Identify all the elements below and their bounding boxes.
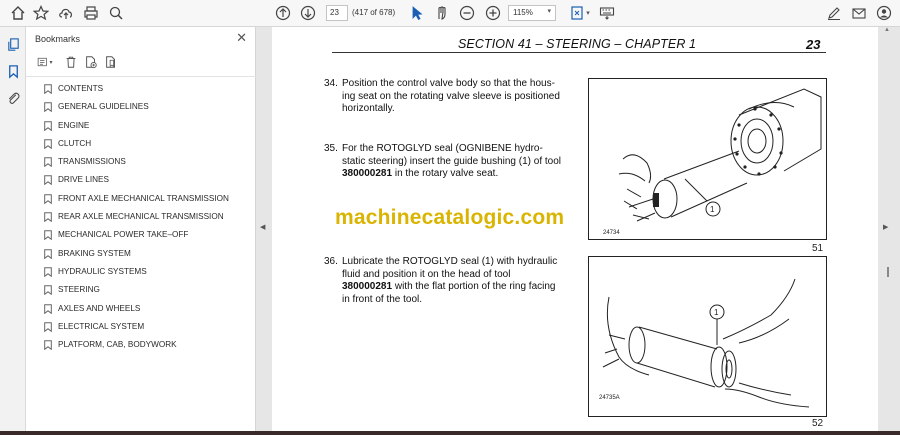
keyboard-icon[interactable] [598, 4, 616, 22]
bookmark-item[interactable] [26, 300, 256, 318]
bookmark-item[interactable] [26, 153, 256, 171]
tool-part-number: 380000281 [342, 281, 393, 292]
step-text-line: static steering) insert the guide bushing (1) of tool [342, 155, 562, 167]
figure-51-illustration [588, 78, 827, 240]
account-icon[interactable] [875, 4, 893, 22]
bookmark-label: HYDRAULIC SYSTEMS [58, 266, 147, 276]
tool-part-number: 380000281 [342, 168, 393, 179]
zoom-search-icon[interactable] [107, 4, 125, 22]
star-icon[interactable] [32, 4, 50, 22]
step-text-line: Position the control valve body so that the hous- [342, 78, 555, 89]
instruction-step-36 [324, 256, 562, 306]
bookmark-item[interactable] [26, 190, 256, 208]
bookmark-label: GENERAL GUIDELINES [58, 102, 149, 112]
bookmark-label: BRAKING SYSTEM [58, 248, 131, 258]
bookmark-flag-icon [44, 322, 52, 332]
valve-body-drawing [589, 79, 828, 241]
print-icon[interactable] [82, 4, 100, 22]
bookmark-flag-icon [44, 249, 52, 259]
step-text-line: horizontally. [342, 103, 395, 114]
document-viewport [272, 27, 878, 435]
step-number: 35. [324, 143, 338, 154]
bookmark-flag-icon [44, 212, 52, 222]
page-up-icon[interactable] [274, 4, 292, 22]
bottom-edge-bar [0, 431, 900, 435]
section-header: SECTION 41 – STEERING – CHAPTER 1 [458, 37, 697, 51]
bookmark-item[interactable] [26, 281, 256, 299]
figure-number: 52 [812, 418, 824, 429]
bookmark-item[interactable] [26, 135, 256, 153]
page-down-icon[interactable] [299, 4, 317, 22]
bookmark-label: ELECTRICAL SYSTEM [58, 321, 145, 331]
bookmark-label: TRANSMISSIONS [58, 157, 126, 167]
add-bookmark-icon[interactable] [82, 54, 100, 70]
bookmark-item[interactable] [26, 80, 256, 98]
bookmark-item[interactable] [26, 336, 256, 354]
page-thumbnails-icon[interactable] [4, 35, 22, 53]
attachment-paperclip-icon[interactable] [4, 89, 22, 107]
bookmark-flag-icon [44, 304, 52, 314]
bookmarks-panel-title: Bookmarks [35, 34, 81, 44]
sign-pen-icon[interactable] [825, 4, 843, 22]
bookmark-label: CONTENTS [58, 84, 104, 93]
bookmark-item[interactable] [26, 117, 256, 135]
cloud-upload-icon[interactable] [57, 4, 75, 22]
callout-label: 1 [714, 308, 719, 317]
zoom-in-icon[interactable] [484, 4, 502, 22]
bookmark-label: CLUTCH [58, 138, 92, 148]
figure-number: 51 [812, 243, 824, 254]
bookmarks-panel [26, 27, 256, 435]
select-cursor-icon[interactable] [408, 4, 426, 22]
delete-bookmark-icon[interactable] [62, 54, 80, 70]
zoom-level-value: 115% [513, 8, 533, 17]
pdf-page [272, 27, 878, 435]
bookmark-item[interactable] [26, 208, 256, 226]
bookmark-label: ENGINE [58, 120, 90, 130]
scrollbar-thumb[interactable] [887, 267, 889, 277]
chevron-down-icon: ▾ [547, 8, 551, 15]
bookmark-flag-icon [44, 121, 52, 131]
bookmark-item[interactable] [26, 263, 256, 281]
bookmark-flag-icon [44, 84, 52, 94]
bookmark-item[interactable] [26, 318, 256, 336]
figure-code: 24735A [599, 395, 620, 401]
bookmark-label: PLATFORM, CAB, BODYWORK [58, 340, 177, 350]
page-number-input[interactable]: 23 [326, 5, 348, 21]
bookmark-list [26, 80, 256, 354]
bookmark-label: MECHANICAL POWER TAKE–OFF [58, 230, 189, 240]
bookmark-flag-icon [44, 267, 52, 277]
bookmark-label: DRIVE LINES [58, 175, 109, 185]
zoom-out-icon[interactable] [458, 4, 476, 22]
bookmark-label: FRONT AXLE MECHANICAL TRANSMISSION [58, 193, 229, 203]
step-text-line: 380000281 with the flat portion of the ring facing [342, 281, 556, 292]
step-text-line: For the ROTOGLYD seal (OGNIBENE hydro- [342, 143, 543, 154]
step-text-line: fluid and position it on the head of tool [342, 268, 511, 280]
bookmarks-divider [26, 76, 256, 77]
step-text-line: ing seat on the rotating valve sleeve is positioned [342, 90, 560, 102]
fit-dropdown-chevron-icon[interactable]: ▾ [586, 10, 590, 17]
header-rule [332, 52, 826, 53]
seal-tool-drawing [589, 257, 828, 418]
page-count-label: (417 of 678) [352, 8, 396, 17]
bookmark-flag-icon [44, 157, 52, 167]
bookmark-properties-icon[interactable] [102, 54, 120, 70]
step-text-line: Lubricate the ROTOGLYD seal (1) with hydraulic [342, 256, 558, 267]
hand-tool-icon[interactable] [433, 4, 451, 22]
bookmark-flag-icon [44, 230, 52, 240]
bookmark-flag-icon [44, 340, 52, 350]
figure-52-illustration [588, 256, 827, 417]
bookmark-item[interactable] [26, 226, 256, 244]
callout-label: 1 [710, 205, 715, 214]
home-icon[interactable] [9, 4, 27, 22]
step-number: 34. [324, 78, 338, 89]
close-icon[interactable]: ✕ [236, 30, 247, 45]
bookmark-flag-icon [44, 285, 52, 295]
bookmark-flag-icon [44, 102, 52, 112]
bookmark-item[interactable] [26, 98, 256, 116]
zoom-level-dropdown[interactable] [508, 5, 556, 21]
instruction-step-35 [324, 143, 562, 181]
step-text-line: 380000281 in the rotary valve seat. [342, 168, 499, 179]
bookmark-label: REAR AXLE MECHANICAL TRANSMISSION [58, 212, 224, 222]
expand-right-panel-arrow-icon[interactable]: ▶ [883, 224, 889, 231]
left-navigation-strip [0, 27, 26, 435]
bookmark-flag-icon [44, 139, 52, 149]
bookmark-label: AXLES AND WHEELS [58, 303, 141, 313]
bookmark-item[interactable] [26, 245, 256, 263]
bookmark-item[interactable] [26, 171, 256, 189]
collapse-panel-arrow-icon[interactable]: ◀ [260, 224, 266, 231]
bookmark-panel-icon[interactable] [4, 62, 22, 80]
bookmark-options-dropdown[interactable]: ▾ [34, 54, 56, 70]
bookmark-label: STEERING [58, 285, 100, 295]
main-toolbar [0, 0, 900, 27]
mail-icon[interactable] [850, 4, 868, 22]
step-text-line: in front of the tool. [342, 293, 423, 305]
bookmark-flag-icon [44, 194, 52, 204]
page-number: 23 [806, 37, 821, 52]
vertical-scrollbar[interactable] [878, 27, 900, 435]
figure-code: 24734 [603, 230, 620, 236]
panel-splitter[interactable] [256, 27, 272, 435]
watermark-text: machinecatalogic.com [335, 206, 565, 229]
step-number: 36. [324, 256, 338, 267]
bookmark-flag-icon [44, 175, 52, 185]
instruction-step-34 [324, 78, 562, 116]
scroll-up-arrow-icon[interactable]: ▲ [884, 27, 890, 33]
bookmarks-toolbar [34, 54, 249, 72]
